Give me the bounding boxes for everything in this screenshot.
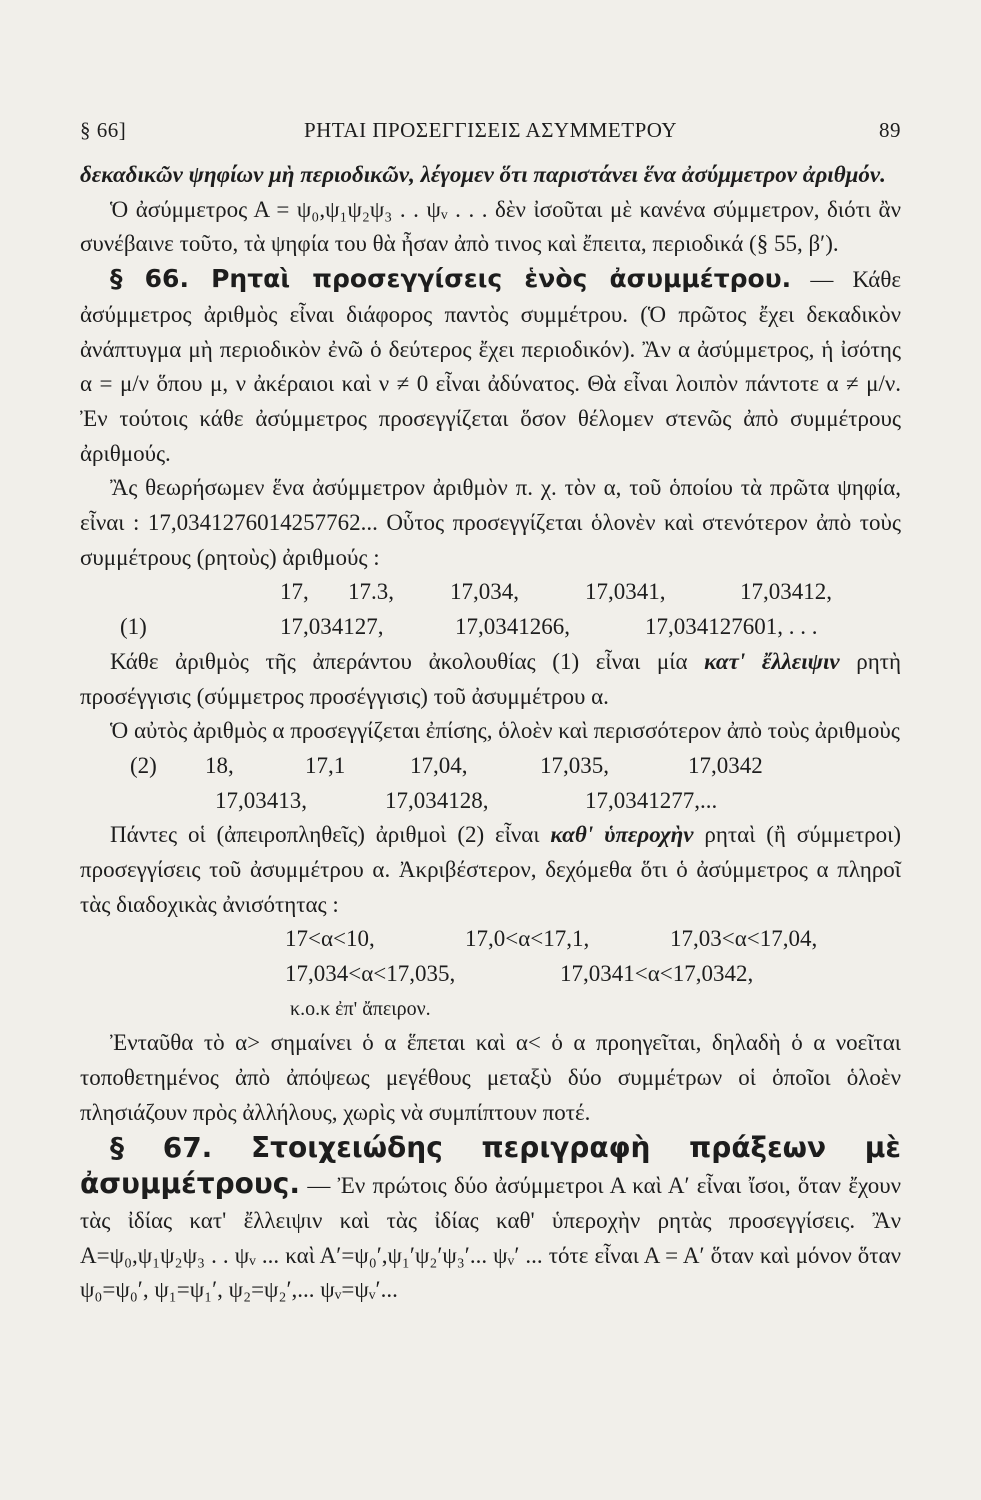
section-66 (80, 262, 901, 471)
header-section: § 66] (80, 118, 127, 142)
body-text (80, 158, 901, 1308)
header-title: ΡΗΤΑΙ ΠΡΟΣΕΓΓΙΣΕΙΣ ΑΣΥΜΜΕΤΡΟΥ (303, 118, 678, 142)
paragraph-6: Ὁ αὐτὸς ἀριθμὸς α προσεγγίζεται ἐπίσης, ὁλοὲν καὶ περισσότερον ἀπὸ τοὺς ἀριθμοὺς (110, 718, 900, 744)
paragraph-8: Ἐνταῦθα τὸ α> σημαίνει ὁ α ἕπεται καὶ α< ὁ α προηγεῖται, δηλαδὴ ὁ α νοεῖται τοποθετημένος ἀπὸ ἀπόψεως μεγέθους μεταξὺ δύο συμμέτρων οἱ ὁποῖοι ὁλοὲν πλησιάζουν πρὸς ἀλλήλους, χωρὶς νὰ συμπίπτουν ποτέ. (80, 1030, 901, 1125)
section-67-text: — Ἐν πρώτοις δύο ἀσύμμετροι Α καὶ Α′ εἶναι ἴσοι, ὅταν ἔχουν τὰς ἰδίας κατ' ἔλλειψιν καὶ τὰς ἰδίας καθ' ὑπεροχὴν ρητὰς προσεγγίσεις. Ἂν Α=ψ₀,ψ₁ψ₂ψ₃ . . ψᵥ ... καὶ Α′=ψ₀′,ψ₁′ψ₂′ψ₃′... ψᵥ′ ... τότε εἶναι Α = Α′ ὅταν καὶ μόνον ὅταν ψ₀=ψ₀′, ψ₁=ψ₁′, ψ₂=ψ₂′,... ψᵥ=ψᵥ′... (80, 1173, 901, 1303)
section-66-heading: § 66. Ρηταὶ προσεγγίσεις ἑνὸς ἀσυμμέτρου. (110, 264, 792, 294)
inequalities: 17<α<10, 17,0<α<17,1, 17,03<α<17,04, 17,034<α<17,035, 17,0341<α<17,0342, κ.ο.κ ἐπ' ἄπειρον. (285, 926, 818, 1020)
paragraph-1: δεκαδικῶν ψηφίων μὴ περιοδικῶν, λέγομεν ὅτι παριστάνει ἕνα ἀσύμμετρον ἀριθμόν. (80, 162, 886, 187)
paragraph-5: Κάθε ἀριθμὸς τῆς ἀπεράντου ἀκολουθίας (1) εἶναι μία κατ' ἔλλειψιν ρητὴ προσέγγισις (σύμμετρος προσέγγισις) τοῦ ἀσυμμέτρου α. (80, 648, 901, 709)
running-header (80, 118, 901, 158)
section-66-text: — Κάθε ἀσύμμετρος ἀριθμὸς εἶναι διάφορος παντὸς συμμέτρου. (Ὁ πρῶτος ἔχει δεκαδικὸν ἀνάπτυγμα μὴ περιοδικὸν ἐνῶ ὁ δεύτερος ἔχει περιοδικόν). Ἂν α ἀσύμμετρος, ἡ ἰσότης α = μ/ν ὅπου μ, ν ἀκέραιοι καὶ ν ≠ 0 εἶναι ἀδύνατος. Θὰ εἶναι λοιπὸν πάντοτε α ≠ μ/ν. Ἐν τούτοις κάθε ἀσύμμετρος προσεγγίζεται ὅσον θέλομεν στενῶς ἀπὸ συμμέτρους ἀριθμούς. (80, 267, 901, 466)
paragraph-4: Ἂς θεωρήσωμεν ἕνα ἀσύμμετρον ἀριθμὸν π. χ. τὸν α, τοῦ ὁποίου τὰ πρῶτα ψηφία, εἶναι : 17,0341276014257762... Οὗτος προσεγγίζεται ὁλονὲν καὶ στενότερον ἀπὸ τοὺς συμμέτρους (ρητοὺς) ἀριθμούς : (80, 475, 901, 570)
paragraph-7: Πάντες οἱ (ἀπειροπληθεῖς) ἀριθμοὶ (2) εἶναι καθ' ὑπεροχὴν ρηταὶ (ἢ σύμμετροι) προσεγγίσεις τοῦ ἀσυμμέτρου α. Ἀκριβέστερον, δεχόμεθα ὅτι ὁ ἀσύμμετρος α πληροῖ τὰς διαδοχικὰς ἀνισότητας : (80, 822, 901, 917)
equation-label-2: (2) (130, 752, 157, 778)
sequence-1: 17, 17.3, 17,034, 17,0341, 17,03412, (1) 17,034127, 17,0341266, 17,034127601, . . . (80, 575, 901, 644)
section-67 (80, 1131, 901, 1309)
paragraph-2: Ὁ ἀσύμμετρος Α = ψ₀,ψ₁ψ₂ψ₃ . . ψᵥ . . . δὲν ἰσοῦται μὲ κανένα σύμμετρον, διότι ἂν συνέβαινε τοῦτο, τὰ ψηφία του θὰ ἦσαν ἀπὸ τινος καὶ ἔπειτα, περιοδικά (§ 55, β′). (80, 196, 901, 257)
equation-label-1: (1) (120, 614, 147, 640)
sequence-2: (2) 18, 17,1 17,04, 17,035, 17,0342 17,03413, 17,034128, 17,0341277,... (80, 749, 901, 818)
page-number: 89 (879, 118, 901, 142)
section-67-heading: § 67. Στοιχειώδης περιγραφὴ πράξεων μὲ ἀσυμμέτρους. (80, 1130, 901, 1201)
